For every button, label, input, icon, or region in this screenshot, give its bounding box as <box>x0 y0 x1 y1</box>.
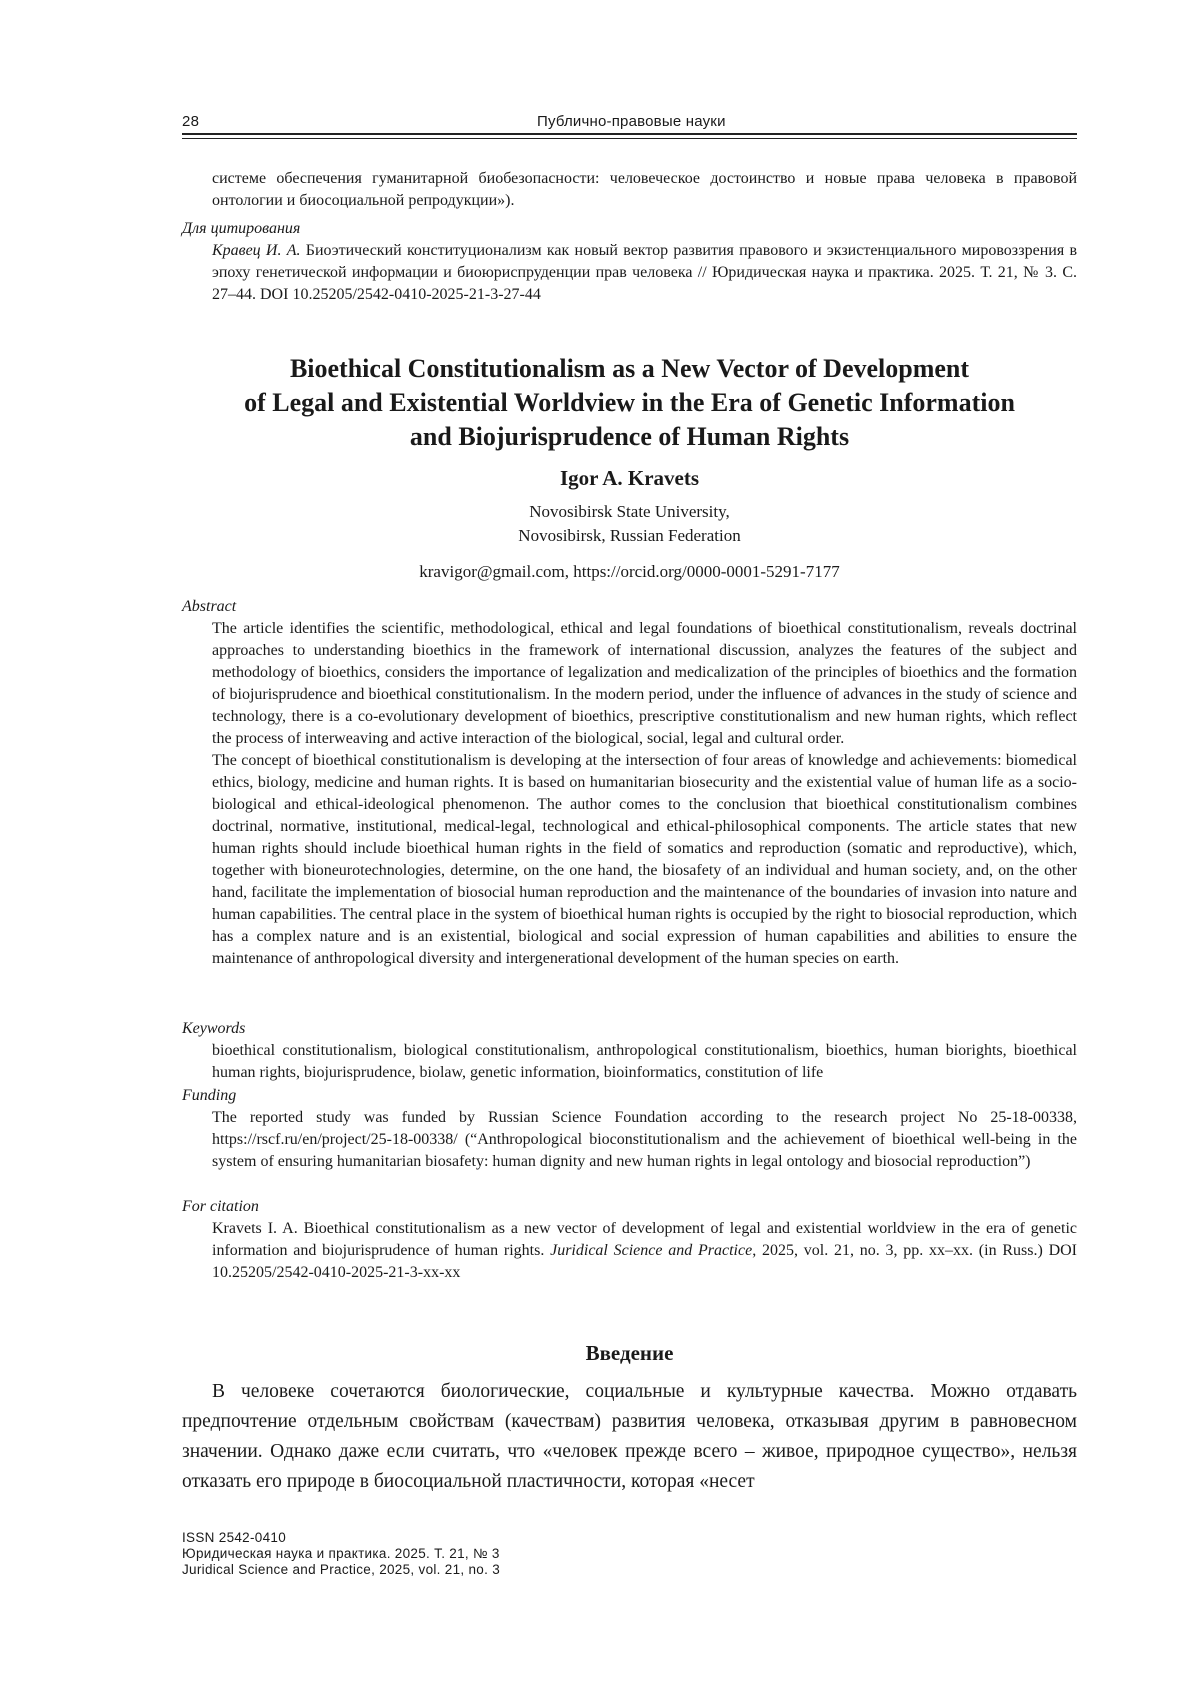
ru-citation <box>182 240 1077 306</box>
affiliation-line-1: Novosibirsk State University, <box>529 502 730 521</box>
abstract-paragraph-2: The concept of bioethical constitutionalism is developing at the intersection of four areas of knowledge and achievements: biomedical ethics, biology, medicine and human rights. It is based on humanitarian biosecurity and the existential value of human life as a socio-biological and ethical-ideological phenomenon. The author comes to the conclusion that bioethical constitutionalism combines doctrinal, normative, institutional, medical-legal, technological and ethical-philosophical components. The article states that new human rights should include bioethical human rights in the field of somatics and reproduction (somatic and reproductive), which, together with bioneurotechnologies, determine, on the one hand, the biosafety of an individual and human society, and, on the other hand, facilitate the implementation of biosocial human reproduction and the maintenance of the boundaries of invasion into nature and human capabilities. The central place in the system of bioethical human rights is occupied by the right to biosocial reproduction, which has a complex nature and is an existential, biological and social expression of human capabilities and abilities to ensure the maintenance of anthropological diversity and intergenerational development of the human species on earth. <box>212 752 1077 967</box>
title-line-2: of Legal and Existential Worldview in the Era of Genetic Information <box>244 388 1015 417</box>
intro-paragraph: В человеке сочетаются биологические, социальные и культурные качества. Можно отдавать предпочтение отдельным свойствам (качествам) развития человека, отказывая другим в равновесном значении. Однако даже если считать, что «человек прежде всего – живое, природное существо», нельзя отказать его природе в биосоциальной пластичности, которая «несет <box>182 1381 1077 1492</box>
for-citation-label: For citation <box>182 1198 259 1215</box>
affiliation <box>182 500 1077 548</box>
page-footer <box>182 1530 1077 1578</box>
affiliation-line-2: Novosibirsk, Russian Federation <box>518 526 741 545</box>
footer-issn: ISSN 2542-0410 <box>182 1530 287 1545</box>
author-name: Igor A. Kravets <box>559 466 699 490</box>
ru-funding-tail-text: системе обеспечения гуманитарной биобезопасности: человеческое достоинство и новые права человека в правовой онтологии и биосоциальной репродукции»). <box>212 170 1077 209</box>
keywords <box>182 1040 1077 1084</box>
abstract-paragraph-1: The article identifies the scientific, methodological, ethical and legal foundations of bioethical constitutionalism, reveals doctrinal approaches to understanding bioethics in the framework of international discussion, analyzes the features of the subject and methodology of bioethics, considers the importance of legalization and medicalization of the principles of bioethics and the formation of biojurisprudence and bioethical constitutionalism. In the modern period, under the influence of advances in the study of science and technology, there is a co-evolutionary development of bioethics, prescriptive constitutionalism and new human rights, which reflect the process of interweaving and active interaction of the biological, social, legal and cultural order. <box>212 620 1077 747</box>
section-title: Публично-правовые науки <box>537 113 726 130</box>
for-citation-before: Kravets I. A. Bioethical constitutionalism as a new vector of development of legal and existential worldview in the era of genetic information and biojurisprudence of human rights. <box>212 1220 1077 1259</box>
ru-citation-author: Кравец И. А. <box>212 242 301 259</box>
header-rule-thin <box>182 138 1077 139</box>
title-line-3: and Biojurisprudence of Human Rights <box>409 422 850 451</box>
for-citation-text <box>212 1218 1077 1284</box>
intro-heading: Введение <box>585 1341 674 1365</box>
for-citation-journal: Juridical Science and Practice <box>550 1242 753 1259</box>
footer-journal-ru: Юридическая наука и практика. 2025. Т. 21, № 3 <box>182 1546 500 1561</box>
keywords-label: Keywords <box>182 1020 246 1037</box>
funding-text: The reported study was funded by Russian Science Foundation according to the research project No 25-18-00338, https://rscf.ru/en/project/25-18-00338/ (“Anthropological bioconstitutionalism and the achievement of bioethical well-being in the system of ensuring humanitarian biosafety: human dignity and new human rights in legal ontology and biosocial reproduction”) <box>212 1109 1077 1170</box>
ru-citation-label: Для цитирования <box>182 220 301 237</box>
ru-funding-tail <box>182 168 1077 212</box>
funding <box>182 1107 1077 1173</box>
page-number: 28 <box>182 113 200 130</box>
keywords-text: bioethical constitutionalism, biological constitutionalism, anthropological constitutionalism, bioethics, human biorights, bioethical human rights, biojurisprudence, biolaw, genetic information, bioinformatics, constitution of life <box>212 1042 1077 1081</box>
for-citation-after: , 2025, vol. 21, no. 3, pp. xx–xx. (in Russ.) DOI 10.25205/2542-0410-2025-21-3-xx-xx <box>212 1242 1078 1281</box>
for-citation <box>182 1218 1077 1284</box>
ru-citation-body: Биоэтический конституционализм как новый вектор развития правового и экзистенциального мировоззрения в эпоху генетической информации и биоюриспруденции прав человека // Юридическая наука и практика. 2025. Т. 21, № 3. С. 27–44. DOI 10.25205/2542-0410-2025-21-3-27-44 <box>212 242 1078 303</box>
abstract-label: Abstract <box>182 598 237 615</box>
article-title <box>182 352 1077 454</box>
funding-label: Funding <box>182 1087 237 1104</box>
title-line-1: Bioethical Constitutionalism as a New Vector of Development <box>289 354 970 383</box>
abstract <box>182 618 1077 970</box>
header-rule-thick <box>182 133 1077 135</box>
footer-journal-en: Juridical Science and Practice, 2025, vol. 21, no. 3 <box>182 1562 501 1577</box>
ru-citation-text <box>212 240 1077 306</box>
author-contacts: kravigor@gmail.com, https://orcid.org/0000-0001-5291-7177 <box>419 562 840 581</box>
